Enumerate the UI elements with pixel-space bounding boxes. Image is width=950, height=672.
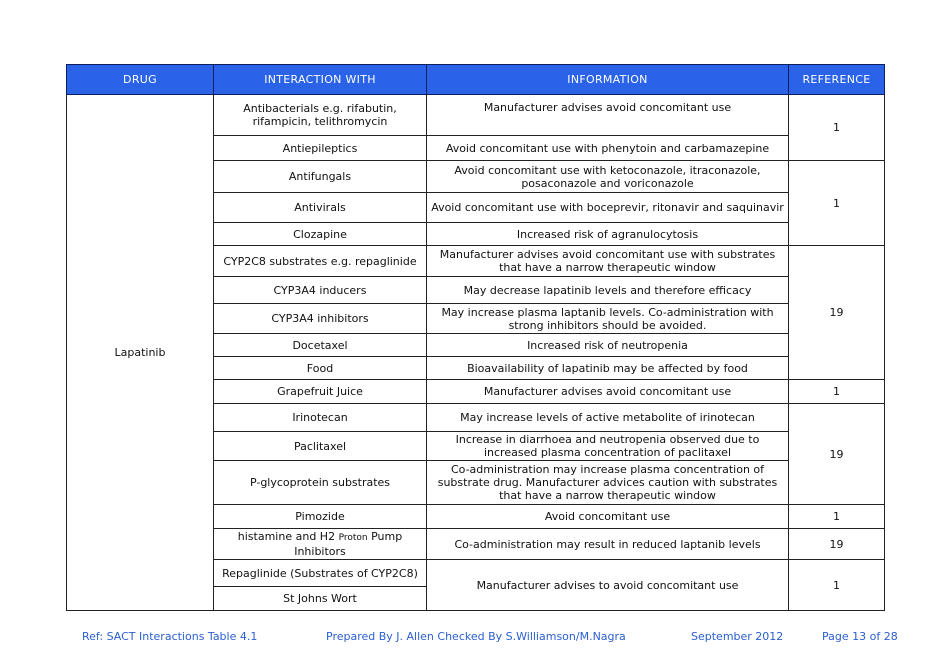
information-cell: Manufacturer advises avoid concomitant use with substrates that have a narrow therapeutic window	[427, 246, 789, 277]
interaction-text: histamine and H2	[237, 530, 339, 543]
interaction-cell	[214, 529, 427, 560]
interaction-cell: Docetaxel	[214, 334, 427, 357]
header-drug: DRUG	[67, 65, 214, 95]
reference-cell: 1	[789, 560, 885, 611]
interaction-cell: St Johns Wort	[214, 587, 427, 611]
information-cell: Avoid concomitant use	[427, 505, 789, 529]
table-row	[67, 95, 885, 136]
information-cell: May increase levels of active metabolite of irinotecan	[427, 404, 789, 432]
reference-cell: 1	[789, 95, 885, 161]
information-cell: Manufacturer advises to avoid concomitant use	[427, 560, 789, 611]
interaction-cell: Antiepileptics	[214, 136, 427, 161]
interaction-cell: Pimozide	[214, 505, 427, 529]
interaction-cell: CYP3A4 inducers	[214, 277, 427, 304]
reference-cell: 19	[789, 404, 885, 505]
interaction-cell: Food	[214, 357, 427, 380]
information-cell: Bioavailability of lapatinib may be affected by food	[427, 357, 789, 380]
interaction-text-tail: Pump Inhibitors	[294, 530, 403, 558]
interaction-cell: Antifungals	[214, 161, 427, 193]
information-cell: May decrease lapatinib levels and therefore efficacy	[427, 277, 789, 304]
interaction-cell: Antivirals	[214, 193, 427, 223]
footer-date: September 2012	[691, 630, 784, 643]
interaction-cell: CYP3A4 inhibitors	[214, 304, 427, 334]
table-header-row	[67, 65, 885, 95]
information-cell: Increase in diarrhoea and neutropenia observed due to increased plasma concentration of paclitaxel	[427, 432, 789, 461]
information-cell: Avoid concomitant use with phenytoin and carbamazepine	[427, 136, 789, 161]
interaction-cell: Antibacterials e.g. rifabutin, rifampicin, telithromycin	[214, 95, 427, 136]
footer-prepared-by: Prepared By J. Allen Checked By S.Williamson/M.Nagra	[326, 630, 626, 643]
information-cell: Avoid concomitant use with ketoconazole, itraconazole, posaconazole and voriconazole	[427, 161, 789, 193]
information-cell: Manufacturer advises avoid concomitant use	[427, 380, 789, 404]
footer-reference: Ref: SACT Interactions Table 4.1	[82, 630, 258, 643]
reference-cell: 19	[789, 529, 885, 560]
reference-cell: 1	[789, 505, 885, 529]
interaction-cell: Irinotecan	[214, 404, 427, 432]
information-cell: Co-administration may result in reduced laptanib levels	[427, 529, 789, 560]
header-reference: REFERENCE	[789, 65, 885, 95]
reference-cell: 1	[789, 161, 885, 246]
reference-cell: 19	[789, 246, 885, 380]
information-cell: Manufacturer advises avoid concomitant use	[427, 95, 789, 136]
interaction-cell: P-glycoprotein substrates	[214, 461, 427, 505]
information-cell: Co-administration may increase plasma concentration of substrate drug. Manufacturer advices caution with substrates that have a narrow therapeutic window	[427, 461, 789, 505]
interaction-text-small: Proton	[338, 533, 368, 543]
interaction-cell: CYP2C8 substrates e.g. repaglinide	[214, 246, 427, 277]
interaction-cell: Grapefruit Juice	[214, 380, 427, 404]
information-cell: Avoid concomitant use with boceprevir, ritonavir and saquinavir	[427, 193, 789, 223]
reference-cell: 1	[789, 380, 885, 404]
information-cell: Increased risk of agranulocytosis	[427, 223, 789, 246]
interaction-cell: Repaglinide (Substrates of CYP2C8)	[214, 560, 427, 587]
information-cell: May increase plasma laptanib levels. Co-administration with strong inhibitors should be avoided.	[427, 304, 789, 334]
drug-interactions-table	[66, 64, 885, 611]
interaction-cell: Paclitaxel	[214, 432, 427, 461]
drug-cell: Lapatinib	[67, 95, 214, 611]
header-interaction-with: INTERACTION WITH	[214, 65, 427, 95]
interaction-cell: Clozapine	[214, 223, 427, 246]
header-information: INFORMATION	[427, 65, 789, 95]
footer-page-number: Page 13 of 28	[822, 630, 898, 643]
information-cell: Increased risk of neutropenia	[427, 334, 789, 357]
